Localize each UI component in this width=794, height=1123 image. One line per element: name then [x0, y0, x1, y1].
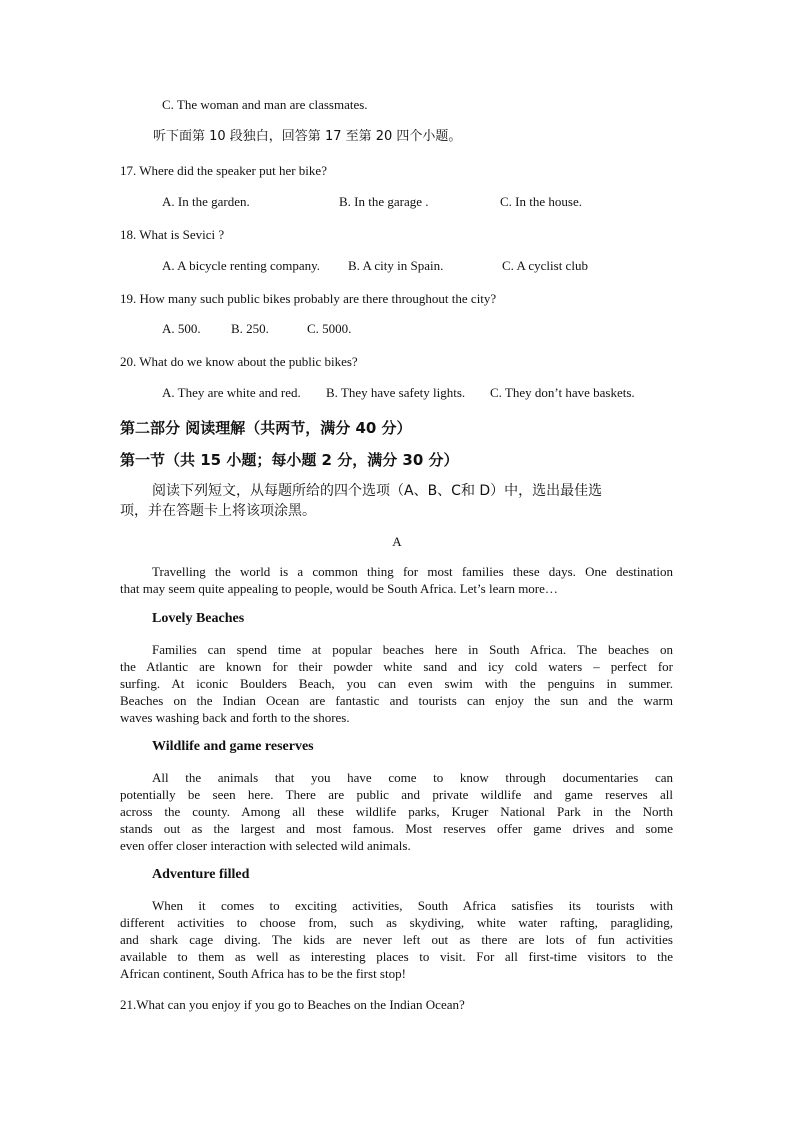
section-heading: Wildlife and game reserves: [152, 739, 314, 754]
question-stem: 17. Where did the speaker put her bike?: [120, 163, 327, 178]
passage-intro: [120, 563, 673, 597]
option-a: A. In the garden.: [162, 194, 250, 209]
paragraph-line: Beaches on the Indian Ocean are fantastic and tourists can enjoy the sun and the warm: [120, 693, 673, 708]
option-a: A. 500.: [162, 321, 201, 336]
section-heading: Lovely Beaches: [152, 611, 245, 626]
option-b: B. A city in Spain.: [348, 258, 444, 273]
paragraph-line: available to them as well as interesting places to visit. For all first-time visitors to the: [120, 949, 673, 964]
paragraph-line: even offer closer interaction with selected wild animals.: [120, 838, 411, 853]
question-stem: 20. What do we know about the public bikes?: [120, 354, 358, 369]
q16-option-c: C. The woman and man are classmates.: [162, 97, 368, 112]
directions-line-2: 项，并在答题卡上将该项涂黑。: [120, 503, 316, 519]
directions-line-1: 阅读下列短文，从每题所给的四个选项（A、B、C和 D）中，选出最佳选: [152, 483, 603, 499]
option-c: C. A cyclist club: [502, 258, 588, 273]
paragraph-line: waves washing back and forth to the shores.: [120, 710, 350, 725]
option-b: B. They have safety lights.: [326, 385, 466, 400]
listening-instruction: 听下面第 10 段独白，回答第 17 至第 20 四个小题。: [153, 129, 462, 144]
option-c: C. They don’t have baskets.: [490, 385, 635, 400]
option-b: B. 250.: [231, 321, 269, 336]
paragraph-line: across the county. Among all these wildlife parks, Kruger National Park in the North: [120, 804, 673, 819]
paragraph-line: potentially be seen here. There are public and private wildlife and game reserves all: [120, 787, 673, 802]
section-title: 第一节（共 15 小题；每小题 2 分，满分 30 分）: [120, 451, 459, 469]
paragraph-line: When it comes to exciting activities, South Africa satisfies its tourists with: [152, 898, 673, 913]
part-title: 第二部分 阅读理解（共两节，满分 40 分）: [120, 419, 412, 437]
option-a: A. They are white and red.: [162, 385, 301, 400]
section-heading: Adventure filled: [152, 867, 250, 882]
option-b: B. In the garage .: [339, 194, 429, 209]
paragraph-line: Travelling the world is a common thing for most families these days. One destination: [152, 564, 673, 579]
section-paragraph: [120, 641, 673, 726]
passage-label: A: [392, 534, 402, 549]
paragraph-line: the Atlantic are known for their powder white sand and icy cold waters – perfect for: [120, 659, 673, 674]
paragraph-line: African continent, South Africa has to be the first stop!: [120, 966, 406, 981]
question-21-stem: 21.What can you enjoy if you go to Beaches on the Indian Ocean?: [120, 997, 465, 1012]
section-paragraph: [120, 897, 673, 982]
question-stem: 19. How many such public bikes probably are there throughout the city?: [120, 291, 497, 306]
paragraph-line: surfing. At iconic Boulders Beach, you can even swim with the penguins in summer.: [120, 676, 673, 691]
paragraph-line: All the animals that you have come to know through documentaries can: [152, 770, 673, 785]
paragraph-line: different activities to choose from, such as skydiving, white water rafting, paragliding,: [120, 915, 673, 930]
paragraph-line: Families can spend time at popular beaches here in South Africa. The beaches on: [152, 642, 673, 657]
paragraph-line: stands out as the largest and most famous. Most reserves offer game drives and some: [120, 821, 673, 836]
paragraph-line: that may seem quite appealing to people, would be South Africa. Let’s learn more…: [120, 581, 558, 596]
paragraph-line: and shark cage diving. The kids are never left out as there are lots of fun activities: [120, 932, 673, 947]
question-stem: 18. What is Sevici ?: [120, 227, 225, 242]
option-c: C. In the house.: [500, 194, 582, 209]
option-a: A. A bicycle renting company.: [162, 258, 321, 273]
option-c: C. 5000.: [307, 321, 352, 336]
section-paragraph: [120, 769, 673, 854]
